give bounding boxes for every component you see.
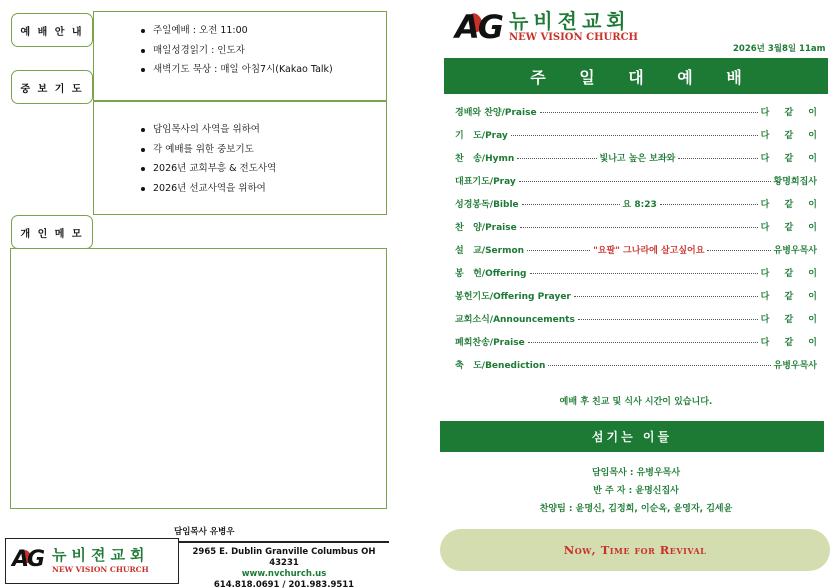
footer-divider xyxy=(179,541,389,543)
order-row xyxy=(455,197,823,220)
header-logo xyxy=(455,8,638,46)
footer-logo xyxy=(12,547,149,575)
order-detail: 요 8:23 xyxy=(622,200,657,210)
order-leader: 다 같 이 xyxy=(760,315,823,325)
order-row xyxy=(455,151,824,174)
order-row xyxy=(455,289,823,312)
list-item: 주일예배 : 오전 11:00 xyxy=(139,21,386,41)
church-name-en: NEW VISION CHURCH xyxy=(509,32,638,43)
order-row xyxy=(455,266,823,289)
order-row xyxy=(455,243,817,266)
tab-memo: 개 인 메 모 xyxy=(11,215,93,249)
order-leader: 다 같 이 xyxy=(760,338,823,348)
order-row xyxy=(455,105,823,128)
list-item: 매일성경읽기 : 인도자 xyxy=(139,41,386,61)
list-item: 찬양팀 : 윤명신, 김정희, 이순옥, 윤영자, 김세윤 xyxy=(539,504,733,514)
order-leader: 다 같 이 xyxy=(760,131,823,141)
slogan-pill: Now, Time for Revival xyxy=(440,529,830,571)
order-row xyxy=(455,128,823,151)
list-item: 담임목사 : 유병우목사 xyxy=(591,468,681,478)
tab-prayer: 중 보 기 도 xyxy=(11,70,93,104)
order-row xyxy=(455,220,823,243)
website-link[interactable]: www.nvchurch.us xyxy=(241,569,327,579)
order-leader: 다 같 이 xyxy=(760,223,823,233)
order-label: 경배와 찬양/Praise xyxy=(455,108,537,118)
servers-list xyxy=(444,464,828,518)
order-leader: 유병우목사 xyxy=(773,246,817,256)
servers-title-banner: 섬기는 이들 xyxy=(440,421,824,452)
order-label: 폐회찬송/Praise xyxy=(455,338,525,348)
order-leader: 다 같 이 xyxy=(760,154,824,164)
worship-info-list xyxy=(139,21,386,80)
order-label: 찬 송/Hymn xyxy=(455,154,515,164)
order-row xyxy=(455,312,823,335)
order-label: 봉헌기도/Offering Prayer xyxy=(455,292,571,302)
tab-worship-info: 예 배 안 내 xyxy=(11,13,93,47)
ag-logo-icon: AG xyxy=(12,547,44,572)
phone-text: 614.818.0691 / 201.983.9511 xyxy=(213,580,355,588)
order-label: 기 도/Pray xyxy=(455,131,508,141)
order-row xyxy=(455,335,823,358)
footer-contact xyxy=(180,547,388,588)
order-leader: 유병우목사 xyxy=(773,361,817,371)
list-item: 담임목사의 사역을 위하여 xyxy=(139,120,386,140)
order-leader: 황명희집사 xyxy=(773,177,817,187)
sermon-title: "요팔" 그나라에 살고싶어요 xyxy=(593,246,705,256)
order-label: 찬 양/Praise xyxy=(455,223,517,233)
order-label: 성경봉독/Bible xyxy=(455,200,519,210)
list-item: 반 주 자 : 윤명신집사 xyxy=(593,486,679,496)
church-name-kr: 뉴비젼교회 xyxy=(509,9,631,33)
prayer-box xyxy=(93,101,387,215)
list-item: 2026년 교회부흥 & 전도사역 xyxy=(139,159,386,179)
fellowship-note: 예배 후 친교 및 식사 시간이 있습니다. xyxy=(559,397,713,407)
service-date: 2026년 3월8일 11am xyxy=(733,44,826,54)
order-label: 봉 헌/Offering xyxy=(455,269,527,279)
order-label: 설 교/Sermon xyxy=(455,246,525,256)
pastor-line: 담임목사 유병우 xyxy=(174,527,235,537)
list-item: 각 예배를 위한 중보기도 xyxy=(139,140,386,160)
order-label: 대표기도/Pray xyxy=(455,177,516,187)
ag-logo-icon: AG xyxy=(455,8,503,46)
order-label: 축 도/Benediction xyxy=(455,361,546,371)
list-item: 2026년 선교사역을 위하여 xyxy=(139,179,386,199)
order-row xyxy=(455,358,817,381)
prayer-list xyxy=(139,120,386,198)
footer-church-name-kr: 뉴비젼교회 xyxy=(52,546,150,564)
order-detail: 빛나고 높은 보좌와 xyxy=(599,154,676,164)
memo-area[interactable] xyxy=(10,248,387,509)
worship-info-box xyxy=(93,11,387,101)
order-of-service xyxy=(455,105,824,381)
footer-logo-box xyxy=(5,538,179,584)
footer-church-name-en: NEW VISION CHURCH xyxy=(52,565,149,574)
address-text: 2965 E. Dublin Granville Columbus OH 43231 xyxy=(192,547,376,568)
order-leader: 다 같 이 xyxy=(760,269,823,279)
service-title-banner: 주 일 대 예 배 xyxy=(444,58,828,94)
order-label: 교회소식/Announcements xyxy=(455,315,575,325)
order-leader: 다 같 이 xyxy=(760,200,823,210)
order-leader: 다 같 이 xyxy=(760,108,823,118)
order-leader: 다 같 이 xyxy=(760,292,823,302)
order-row xyxy=(455,174,817,197)
list-item: 새벽기도 묵상 : 매일 아침7시(Kakao Talk) xyxy=(139,60,386,80)
